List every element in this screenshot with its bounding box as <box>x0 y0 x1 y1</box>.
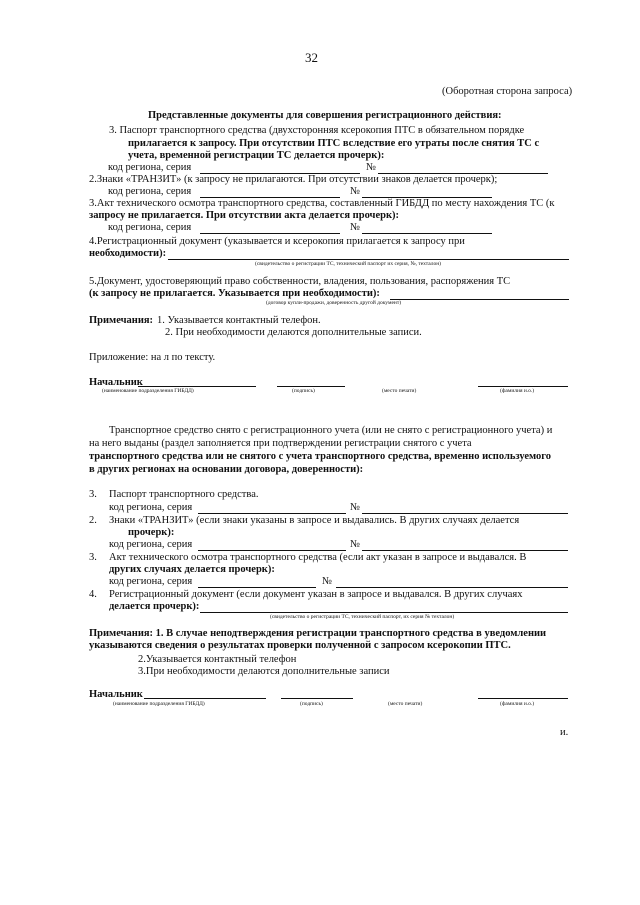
s1-chief-sign-field[interactable] <box>277 386 345 387</box>
s2-intro-line3: транспортного средства или не снятого с учета транспортного средства, временно используемого <box>89 451 552 462</box>
s2-chief-label: Начальник <box>89 689 143 700</box>
page-number: 32 <box>305 50 318 65</box>
s2-item3b-num: 3. <box>89 552 97 563</box>
s2-intro-line1: Транспортное средство снято с регистрационного учета (или не снято с регистрационного учета) и <box>109 425 553 436</box>
s2-intro-line2 <box>89 438 472 449</box>
s1-item4-line2: необходимости): <box>89 248 167 259</box>
s2-item3-number-sign: № <box>350 502 361 513</box>
s2-intro-line2-text: на него выданы (раздел заполняется при подтверждении регистрации снятого с учета <box>89 438 472 449</box>
s1-item3-number-sign: № <box>366 162 377 173</box>
s2-item4-line2: делается прочерк): <box>109 601 200 612</box>
s2-chief-name-field[interactable] <box>478 698 568 699</box>
s2-chief-unit-field[interactable] <box>144 698 266 699</box>
s2-caption-unit: (наименование подразделения ГИБДД) <box>113 701 205 707</box>
s1-item2-line1 <box>89 174 497 185</box>
s2-item2-number-field[interactable] <box>362 550 568 551</box>
s1-caption-name: (фамилия и.о.) <box>500 388 535 394</box>
s2-item3-code-label: код региона, серия <box>109 502 193 513</box>
s1-item2-text: 2.Знаки «ТРАНЗИТ» (к запросу не прилагаются. При отсутствии знаков делается прочерк); <box>89 174 498 185</box>
s1-item3b-number-sign: № <box>350 222 361 233</box>
s2-item3b-line1: Акт технического осмотра транспортного средства (если акт указан в запросе и выдавался. В <box>109 552 527 563</box>
s1-chief-unit-field[interactable] <box>138 386 256 387</box>
s1-item4-line1: 4.Регистрационный документ (указывается и ксерокопия прилагается к запросу при <box>89 236 465 247</box>
s2-item3-line1: Паспорт транспортного средства. <box>109 489 259 500</box>
section1-title: Представленные документы для совершения регистрационного действия: <box>148 110 502 121</box>
s1-item4-caption: (свидетельство о регистрации ТС, технический паспорт их серия, №, техталон) <box>255 261 441 267</box>
s2-item3-number-field[interactable] <box>362 513 568 514</box>
s2-caption-seal: (место печати) <box>388 701 423 707</box>
s2-item3-series-field[interactable] <box>198 513 346 514</box>
s2-item2-series-field[interactable] <box>198 550 346 551</box>
s2-item2-number-sign: № <box>350 539 361 550</box>
s1-attachment: Приложение: на л по тексту. <box>89 352 216 363</box>
s2-item3-num: 3. <box>89 489 97 500</box>
s1-item2-code-label: код региона, серия <box>108 186 192 197</box>
s2-item2-line2: прочерк): <box>128 527 175 538</box>
s1-caption-sign: (подпись) <box>292 388 315 394</box>
s2-item3b-line2: других случаях делается прочерк): <box>109 564 275 575</box>
s2-caption-name: (фамилия и.о.) <box>500 701 535 707</box>
s2-note3: 3.При необходимости делаются дополнительные записи <box>138 666 390 677</box>
s1-item3b-code-label: код региона, серия <box>108 222 192 233</box>
s1-notes-label: Примечания: <box>89 315 154 326</box>
s1-item3b-line1: 3.Акт технического осмотра транспортного средства, составленный ГИБДД по месту нахождения ТС (к <box>89 198 555 209</box>
s1-caption-unit: (наименование подразделения ГИБДД) <box>102 388 194 394</box>
s2-item2-num: 2. <box>89 515 97 526</box>
s2-notes-line2: указываются сведения о результатах проверки полученной с запросом ксерокопии ПТС. <box>89 640 511 651</box>
s2-item4-line1: Регистрационный документ (если документ указан в запросе и выдавался. В других случаях <box>109 589 523 600</box>
header-note: (Оборотная сторона запроса) <box>442 86 573 97</box>
s1-item3-line3: учета, временной регистрации ТС делается прочерк): <box>128 150 385 161</box>
s2-item4-field[interactable] <box>200 612 568 613</box>
s1-item3b-line2: запросу не прилагается. При отсутствии акта делается прочерк): <box>89 210 400 221</box>
s1-item3b-number-field[interactable] <box>362 233 492 234</box>
s1-item3-code-label: код региона, серия <box>108 162 192 173</box>
s2-caption-sign: (подпись) <box>300 701 323 707</box>
s1-caption-seal: (место печати) <box>382 388 417 394</box>
s2-item3b-code-label: код региона, серия <box>109 576 193 587</box>
s2-notes-line1: Примечания: 1. В случае неподтверждения регистрации транспортного средства в уведомлении <box>89 628 547 639</box>
s2-intro-line4: в других регионах на основании договора, доверенности): <box>89 464 364 475</box>
s1-item5-line1: 5.Документ, удостоверяющий право собственности, владения, пользования, распоряжения ТС <box>89 276 511 287</box>
s2-item4-caption: (свидетельство о регистрации ТС, технический паспорт, их серия № техталон) <box>270 614 455 620</box>
s2-note2: 2.Указывается контактный телефон <box>138 654 297 665</box>
s2-chief-sign-field[interactable] <box>281 698 353 699</box>
footer-mark: и. <box>560 727 569 738</box>
s1-item3-line2: прилагается к запросу. При отсутствии ПТС вследствие его утраты после снятия ТС с <box>128 138 540 149</box>
s2-item3b-series-field[interactable] <box>198 587 316 588</box>
s1-note1: 1. Указывается контактный телефон. <box>157 315 321 326</box>
s1-item5-caption: (договор купли-продажи, доверенность другой документ) <box>266 300 402 306</box>
s1-item2-number-sign: № <box>350 186 361 197</box>
s1-item5-line2: (к запросу не прилагается. Указывается при необходимости): <box>89 288 380 299</box>
s1-item3b-series-field[interactable] <box>200 233 340 234</box>
s2-item3b-number-field[interactable] <box>336 587 568 588</box>
s1-chief-label: Начальник <box>89 377 143 388</box>
s1-item4-field[interactable] <box>168 259 569 260</box>
s1-item5-field[interactable] <box>390 299 569 300</box>
s2-item3b-number-sign: № <box>322 576 333 587</box>
s2-item2-code-label: код региона, серия <box>109 539 193 550</box>
s1-note2: 2. При необходимости делаются дополнительные записи. <box>165 327 422 338</box>
s1-chief-name-field[interactable] <box>478 386 568 387</box>
s2-item2-line1: Знаки «ТРАНЗИТ» (если знаки указаны в запросе и выдавались. В других случаях делается <box>109 515 520 526</box>
s2-item4-num: 4. <box>89 589 97 600</box>
s1-item3-line1: 3. Паспорт транспортного средства (двухсторонняя ксерокопия ПТС в обязательном порядке <box>109 125 525 136</box>
